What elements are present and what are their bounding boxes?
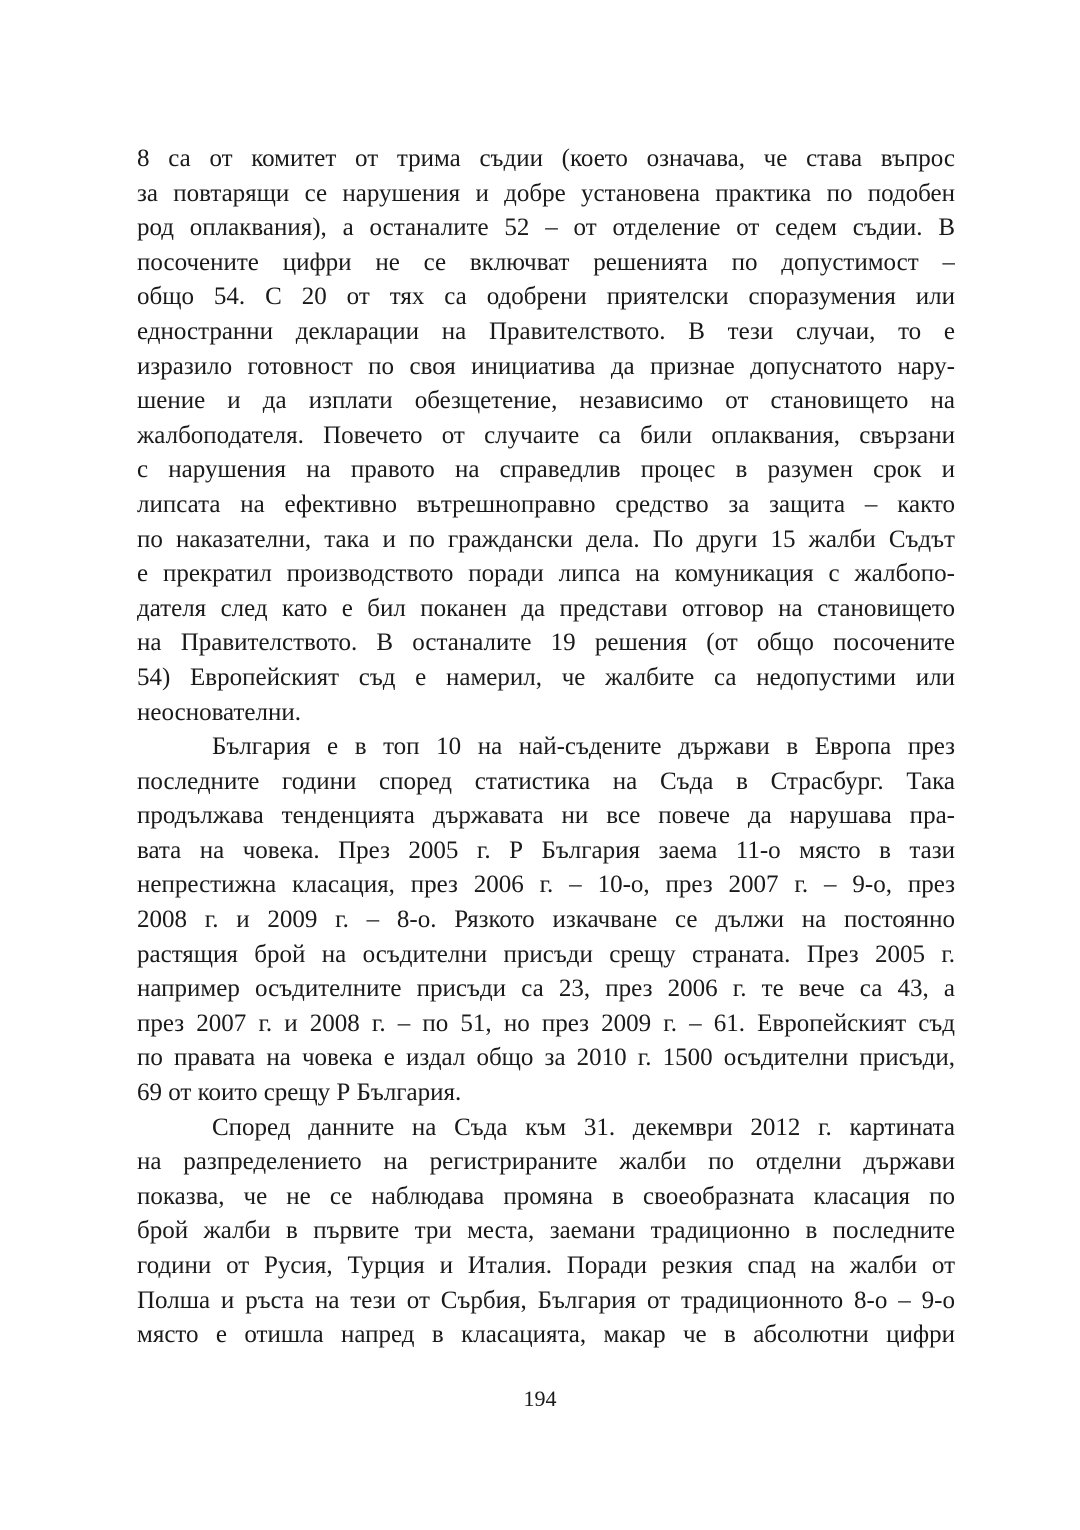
text-line: през 2007 г. и 2008 г. – по 51, но през 2009 г. – 61. Европейският съд <box>137 1009 955 1037</box>
text-line: място е отишла напред в класацията, макар че в абсолютни цифри <box>137 1321 955 1349</box>
text-line: по правата на човека е издал общо за 2010 г. 1500 осъдителни присъди, <box>137 1044 955 1072</box>
text-line: дателя след като е бил поканен да представи отговор на становището <box>137 594 955 622</box>
text-line: 54) Европейският съд е намерил, че жалбите са недопустими или <box>137 663 955 691</box>
text-line: 8 са от комитет от трима съдии (което означава, че става въпрос <box>137 145 955 172</box>
text-line: последните години според статистика на Съда в Страсбург. Така <box>137 767 955 795</box>
page-number: 194 <box>523 1386 557 1411</box>
text-line: на разпределението на регистрираните жалби по отделни държави <box>137 1148 955 1176</box>
text-line: общо 54. С 20 от тях са одобрени приятелски споразумения или <box>137 283 955 311</box>
text-line: едностранни декларации на Правителството. В тези случаи, то е <box>137 317 955 345</box>
text-line: Полша и ръста на тези от Сърбия, България от традиционното 8-о – 9-о <box>137 1286 955 1314</box>
text-line: за повтарящи се нарушения и добре установена практика по подобен <box>137 179 955 207</box>
text-line: продължава тенденцията държавата ни все повече да нарушава пра- <box>137 802 955 830</box>
text-line: вата на човека. През 2005 г. Р България заема 11-о място в тази <box>137 836 955 864</box>
text-line: показва, че не се наблюдава промяна в своеобразната класация по <box>137 1182 955 1210</box>
text-line: изразило готовност по своя инициатива да признае допуснатото нару- <box>137 352 955 380</box>
text-line: непрестижна класация, през 2006 г. – 10-о, през 2007 г. – 9-о, през <box>137 871 955 899</box>
text-line: 69 от които срещу Р България. <box>137 1079 462 1107</box>
paragraph-first-line: България е в топ 10 на най-съдените държави в Европа през <box>212 733 955 761</box>
text-line: например осъдителните присъди са 23, през 2006 г. те вече са 43, а <box>137 975 955 1003</box>
text-line: растящия брой на осъдителни присъди срещу страната. През 2005 г. <box>137 940 955 968</box>
text-line: посочените цифри не се включват решенията по допустимост – <box>137 248 955 276</box>
text-line: липсата на ефективно вътрешноправно средство за защита – както <box>137 490 955 518</box>
text-line: шение и да изплати обезщетение, независимо от становището на <box>137 387 955 415</box>
text-line: с нарушения на правото на справедлив процес в разумен срок и <box>137 456 955 484</box>
paragraph-first-line: Според данните на Съда към 31. декември 2012 г. картината <box>212 1113 955 1141</box>
text-line: по наказателни, така и по граждански дела. По други 15 жалби Съдът <box>137 525 955 553</box>
text-line: на Правителството. В останалите 19 решения (от общо посочените <box>137 629 955 657</box>
text-line: жалбоподателя. Повечето от случаите са били оплаквания, свързани <box>137 421 955 449</box>
text-line: неоснователни. <box>137 698 302 726</box>
text-line: род оплаквания), а останалите 52 – от отделение от седем съдии. В <box>137 214 955 242</box>
text-line: 2008 г. и 2009 г. – 8-о. Рязкото изкачване се дължи на постоянно <box>137 906 955 934</box>
text-line: брой жалби в първите три места, заемани традиционно в последните <box>137 1217 955 1245</box>
body-text <box>137 142 955 1353</box>
text-line: е прекратил производството поради липса на комуникация с жалбопо- <box>137 560 955 588</box>
text-line: години от Русия, Турция и Италия. Поради резкия спад на жалби от <box>137 1252 955 1279</box>
